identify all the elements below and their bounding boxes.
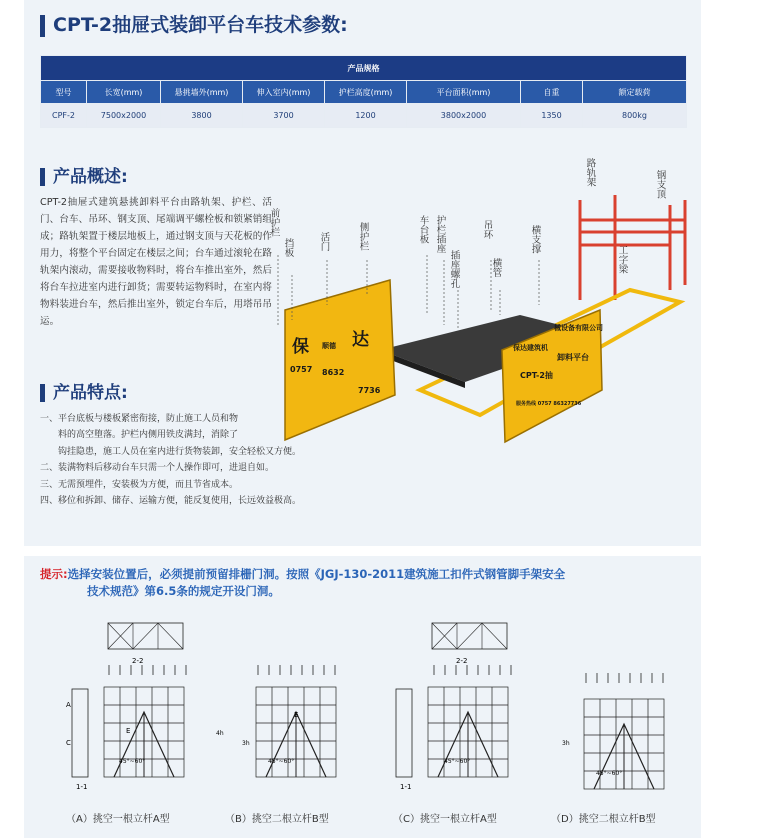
panel-model: 卸料平台 xyxy=(557,353,589,362)
diagram-a xyxy=(66,623,224,791)
diagram-caption: （C）挑空一根立杆A型 xyxy=(393,814,497,825)
panel-company: 械设备有限公司 xyxy=(554,324,603,332)
label-i-beam: 工字梁 xyxy=(616,245,628,274)
list-item-continuation: 钩挂隐患，施工人员在室内进行货物装卸，安全轻松又方便。 xyxy=(58,446,302,457)
diagram-b xyxy=(242,665,336,777)
panel-company: 保达建筑机 xyxy=(513,344,548,352)
diagram-caption: （B）挑空二根立杆B型 xyxy=(225,814,329,825)
panel-phone: 7736 xyxy=(358,386,381,395)
svg-text:A: A xyxy=(66,701,71,709)
door-opening-diagrams xyxy=(24,605,701,838)
table-cell: 3700 xyxy=(243,104,325,128)
panel-letter-bao: 保 xyxy=(292,337,309,357)
svg-text:45°~60°: 45°~60° xyxy=(119,758,146,765)
svg-text:45°~60°: 45°~60° xyxy=(268,758,295,765)
label-gate: 活门 xyxy=(318,232,330,251)
header-cell: 平台面积(mm) xyxy=(407,81,521,104)
features-heading: 产品特点: xyxy=(40,378,128,403)
list-item: 三、无需预埋件，安装极为方便，而且节省成本。 xyxy=(40,479,239,490)
install-tip: 提示:选择安装位置后，必须提前预留排栅门洞。按照《JGJ-130-2011建筑施工扣件式钢管脚手架安全 技术规范》第6.5条的规定开设门洞。 xyxy=(40,567,566,598)
list-item: 一、平台底板与楼板紧密衔接，防止施工人员和物 xyxy=(40,414,239,424)
table-cell: 7500x2000 xyxy=(87,104,161,128)
diagram-caption: （A）挑空一根立杆A型 xyxy=(66,814,170,825)
header-cell: 型号 xyxy=(41,81,87,104)
label-baffle: 挡板 xyxy=(282,238,294,257)
table-cell: 1350 xyxy=(521,104,583,128)
svg-text:4h: 4h xyxy=(216,730,224,737)
table-cell: 3800x2000 xyxy=(407,104,521,128)
svg-text:E: E xyxy=(126,727,131,735)
svg-text:45°~60°: 45°~60° xyxy=(596,770,623,777)
section-label: 1-1 xyxy=(76,783,88,791)
label-side-guard: 侧护栏 xyxy=(357,222,369,251)
platform-illustration xyxy=(270,150,700,450)
title-bar-marker xyxy=(40,15,45,37)
spec-table-caption: 产品规格 xyxy=(41,56,687,81)
svg-text:C: C xyxy=(66,739,71,747)
label-socket-hole: 插座螺孔 xyxy=(448,250,460,288)
svg-text:45°~60°: 45°~60° xyxy=(444,758,471,765)
header-cell: 自重 xyxy=(521,81,583,104)
label-cart-board: 车台板 xyxy=(417,215,429,244)
panel-tel: 服务热线 0757 86327736 xyxy=(516,401,582,407)
header-cell: 悬挑墙外(mm) xyxy=(161,81,243,104)
overview-text: CPT-2抽屉式建筑悬挑卸料平台由路轨架、护栏、活门、台车、吊环、钢支顶、尾端调平螺栓板和锁紧销组成；路轨架置于楼层地板上，通过钢支顶与天花板的作用力，将整个平台固定在楼层之间；台车通过滚轮在路轨架内滚动，需要接收物料时，将台车推出室外，然后将台车拉进室内进行卸货；需要转运物料时，在室内将物料装进台车，然后推出室外，锁定台车后，用塔吊吊运。 xyxy=(40,197,272,327)
spec-table xyxy=(40,55,687,128)
label-front-guard: 前护栏 xyxy=(268,208,280,237)
label-guard-socket: 护栏插座 xyxy=(434,215,446,253)
label-cross-brace: 横支撑 xyxy=(529,225,541,254)
label-rail-frame: 路轨架 xyxy=(584,158,596,187)
panel-model: CPT-2抽 xyxy=(520,371,553,380)
section-bar-marker xyxy=(40,168,45,186)
table-cell: 3800 xyxy=(161,104,243,128)
svg-text:3h: 3h xyxy=(242,740,250,747)
section-label: 1-1 xyxy=(400,783,412,791)
list-item: 二、装满物料后移动台车只需一个人操作即可，进退自如。 xyxy=(40,463,275,474)
label-lifting-ring: 吊环 xyxy=(481,220,493,239)
left-guard-panel xyxy=(285,280,395,440)
rail-frame-drawing xyxy=(580,195,685,300)
section-label: 2-2 xyxy=(456,657,468,665)
svg-text:E: E xyxy=(294,711,299,719)
svg-text:3h: 3h xyxy=(562,740,570,747)
diagram-caption: （D）挑空二根立杆B型 xyxy=(551,814,656,825)
table-cell: 1200 xyxy=(325,104,407,128)
header-cell: 护栏高度(mm) xyxy=(325,81,407,104)
label-cross-tube: 横管 xyxy=(490,258,502,277)
table-cell: 800kg xyxy=(583,104,687,128)
header-cell: 额定载荷 xyxy=(583,81,687,104)
page-title: CPT-2抽屉式装卸平台车技术参数: xyxy=(40,10,348,37)
list-item: 四、移位和拆卸、储存、运输方便，能反复使用，长远效益极高。 xyxy=(40,496,302,507)
panel-company: 顺德 xyxy=(322,342,336,350)
header-cell: 伸入室内(mm) xyxy=(243,81,325,104)
panel-phone: 8632 xyxy=(322,368,345,377)
panel-phone: 0757 xyxy=(290,365,313,374)
header-cell: 长宽(mm) xyxy=(87,81,161,104)
diagram-c xyxy=(396,623,511,791)
section-label: 2-2 xyxy=(132,657,144,665)
table-row xyxy=(41,104,687,128)
diagram-d xyxy=(562,673,664,789)
list-item-continuation: 料的高空堕落。护栏内侧用铁皮满封，消除了 xyxy=(58,430,239,441)
spec-table-header xyxy=(41,81,687,104)
section-bar-marker xyxy=(40,384,45,402)
panel-letter-da: 达 xyxy=(352,330,369,350)
overview-heading: 产品概述: xyxy=(40,162,128,187)
label-steel-prop: 钢支顶 xyxy=(654,170,666,199)
table-cell: CPF-2 xyxy=(41,104,87,128)
